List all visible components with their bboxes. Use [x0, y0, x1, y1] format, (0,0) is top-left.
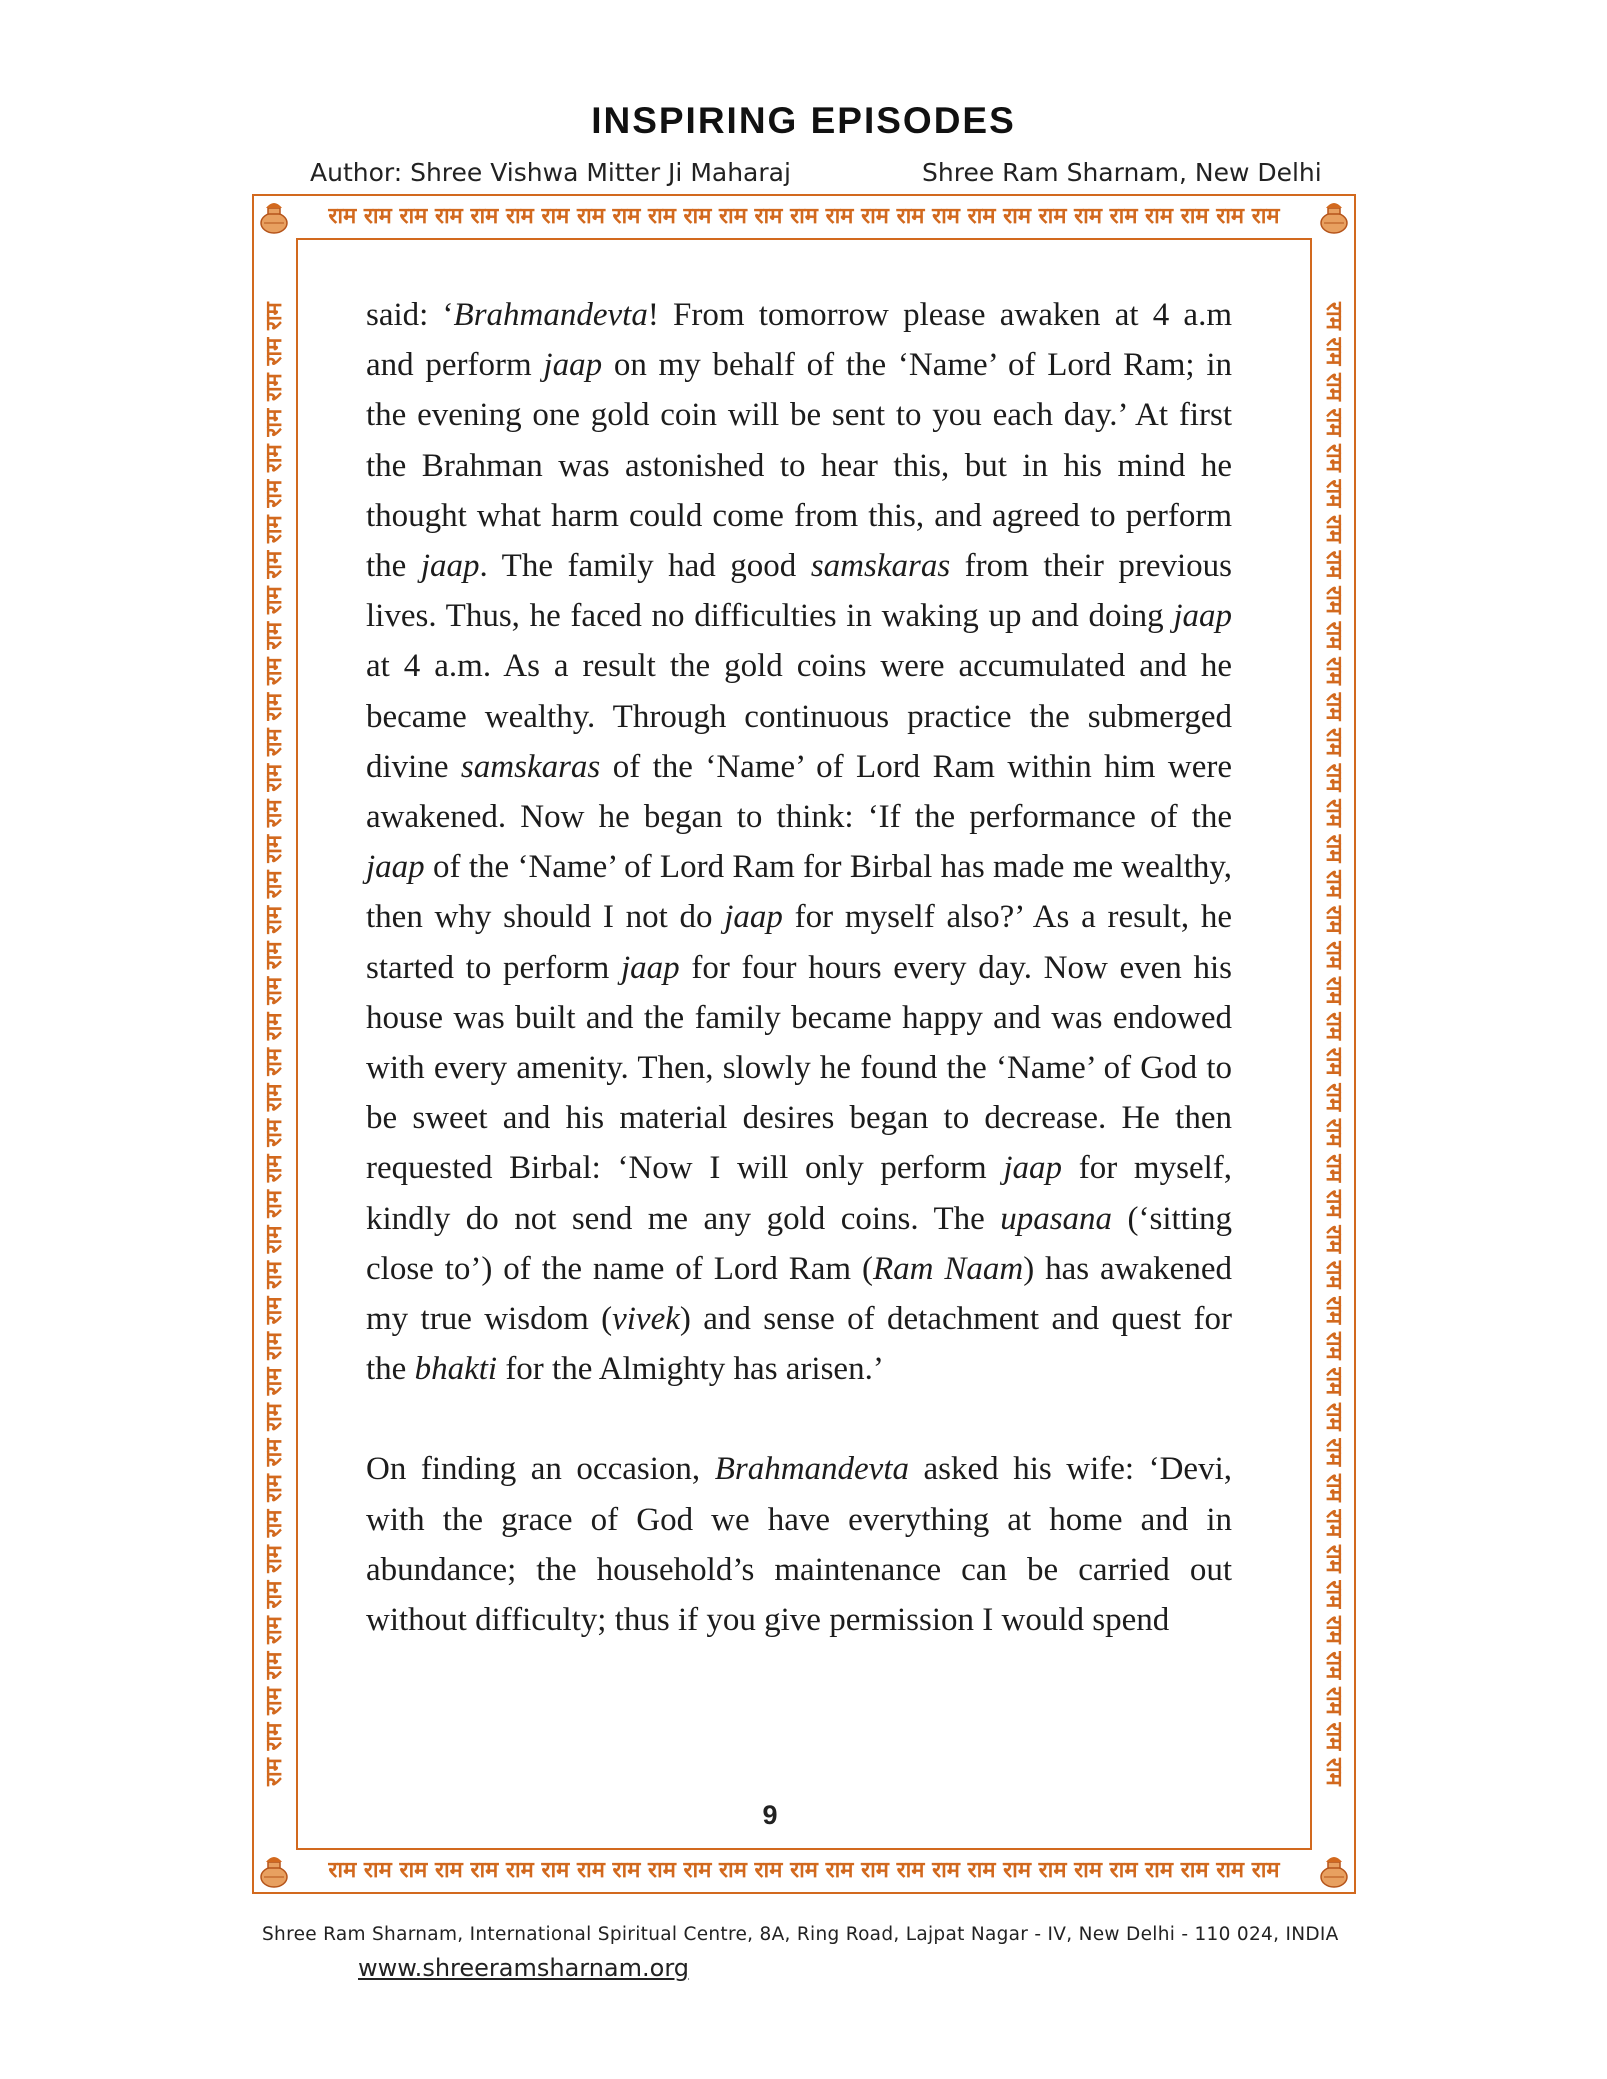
organization-line: Shree Ram Sharnam, New Delhi — [922, 158, 1322, 187]
italic-term: samskaras — [810, 548, 951, 585]
italic-term: jaap — [724, 899, 783, 936]
author-line: Author: Shree Vishwa Mitter Ji Maharaj — [310, 158, 791, 187]
italic-term: vivek — [612, 1301, 680, 1338]
kalash-icon — [254, 196, 294, 236]
italic-term: jaap — [420, 548, 480, 585]
ram-border-bottom: राम राम राम राम राम राम राम राम राम राम राम राम राम राम राम राम राम राम राम राम राम राम राम राम राम राम राम — [328, 1858, 1280, 1883]
italic-term: jaap — [621, 949, 680, 986]
italic-term: Brahmandevta — [453, 297, 648, 333]
footer-url[interactable]: www.shreeramsharnam.org — [358, 1954, 690, 1982]
italic-term: jaap — [543, 347, 603, 384]
ram-border-top: राम राम राम राम राम राम राम राम राम राम राम राम राम राम राम राम राम राम राम राम राम राम राम राम राम राम राम — [328, 204, 1280, 229]
italic-term: Brahmandevta — [714, 1451, 909, 1488]
paragraph: said: ‘Brahmandevta! From tomorrow please awaken at 4 a.m and perform jaap on my behalf of the ‘Name’ of Lord Ram; in the evening one gold coin will be sent to you each day.’ At first the Brahman was astonished to hear this, but in his mind he thought what harm could come from this, and agreed to perform the jaap. The family had good samskaras from their previous lives. Thus, he faced no difficulties in waking up and doing jaap at 4 a.m. As a result the gold coins were accumulated and he became wealthy. Through continuous practice the submerged divine samskaras of the ‘Name’ of Lord Ram within him were awakened. Now he began to think: ‘If the performance of the jaap of the ‘Name’ of Lord Ram for Birbal has made me wealthy, then why should I not do jaap for myself also?’ As a result, he started to perform jaap for four hours every day. Now even his house was built and the family became happy and was endowed with every amenity. Then, slowly he found the ‘Name’ of God to be sweet and his material desires began to decrease. He then requested Birbal: ‘Now I will only perform jaap for myself, kindly do not send me any gold coins. The upasana (‘sitting close to’) of the name of Lord Ram (Ram Naam) has awakened my true wisdom (vivek) and sense of detachment and quest for the bhakti for the Almighty has arisen.’ — [366, 297, 1232, 1388]
page-title: INSPIRING EPISODES — [591, 100, 1016, 141]
body-text — [366, 290, 1232, 1645]
ram-border-left: राम राम राम राम राम राम राम राम राम राम राम राम राम राम राम राम राम राम राम राम राम राम राम राम राम राम राम राम राम राम राम राम राम राम राम राम राम राम राम राम राम राम — [262, 302, 287, 1786]
italic-term: samskaras — [460, 748, 601, 785]
italic-term: jaap — [366, 849, 425, 886]
kalash-icon — [254, 1850, 294, 1890]
italic-term: upasana — [1000, 1200, 1113, 1237]
italic-term: Ram Naam — [873, 1250, 1024, 1287]
paragraph: On finding an occasion, Brahmandevta asked his wife: ‘Devi, with the grace of God we have everything at home and in abundance; the household’s maintenance can be carried out without difficulty; thus if you give permission I would spend — [366, 1451, 1232, 1639]
italic-term: jaap — [1173, 598, 1232, 635]
footer-address: Shree Ram Sharnam, International Spiritual Centre, 8A, Ring Road, Lajpat Nagar - IV, New Delhi - 110 024, INDIA — [262, 1924, 1339, 1945]
italic-term: jaap — [1003, 1150, 1063, 1187]
italic-term: bhakti — [414, 1351, 498, 1388]
kalash-icon — [1314, 1850, 1354, 1890]
ram-border-right: राम राम राम राम राम राम राम राम राम राम राम राम राम राम राम राम राम राम राम राम राम राम राम राम राम राम राम राम राम राम राम राम राम राम राम राम राम राम राम राम राम राम — [1321, 302, 1346, 1786]
page-number: 9 — [762, 1800, 778, 1830]
kalash-icon — [1314, 196, 1354, 236]
